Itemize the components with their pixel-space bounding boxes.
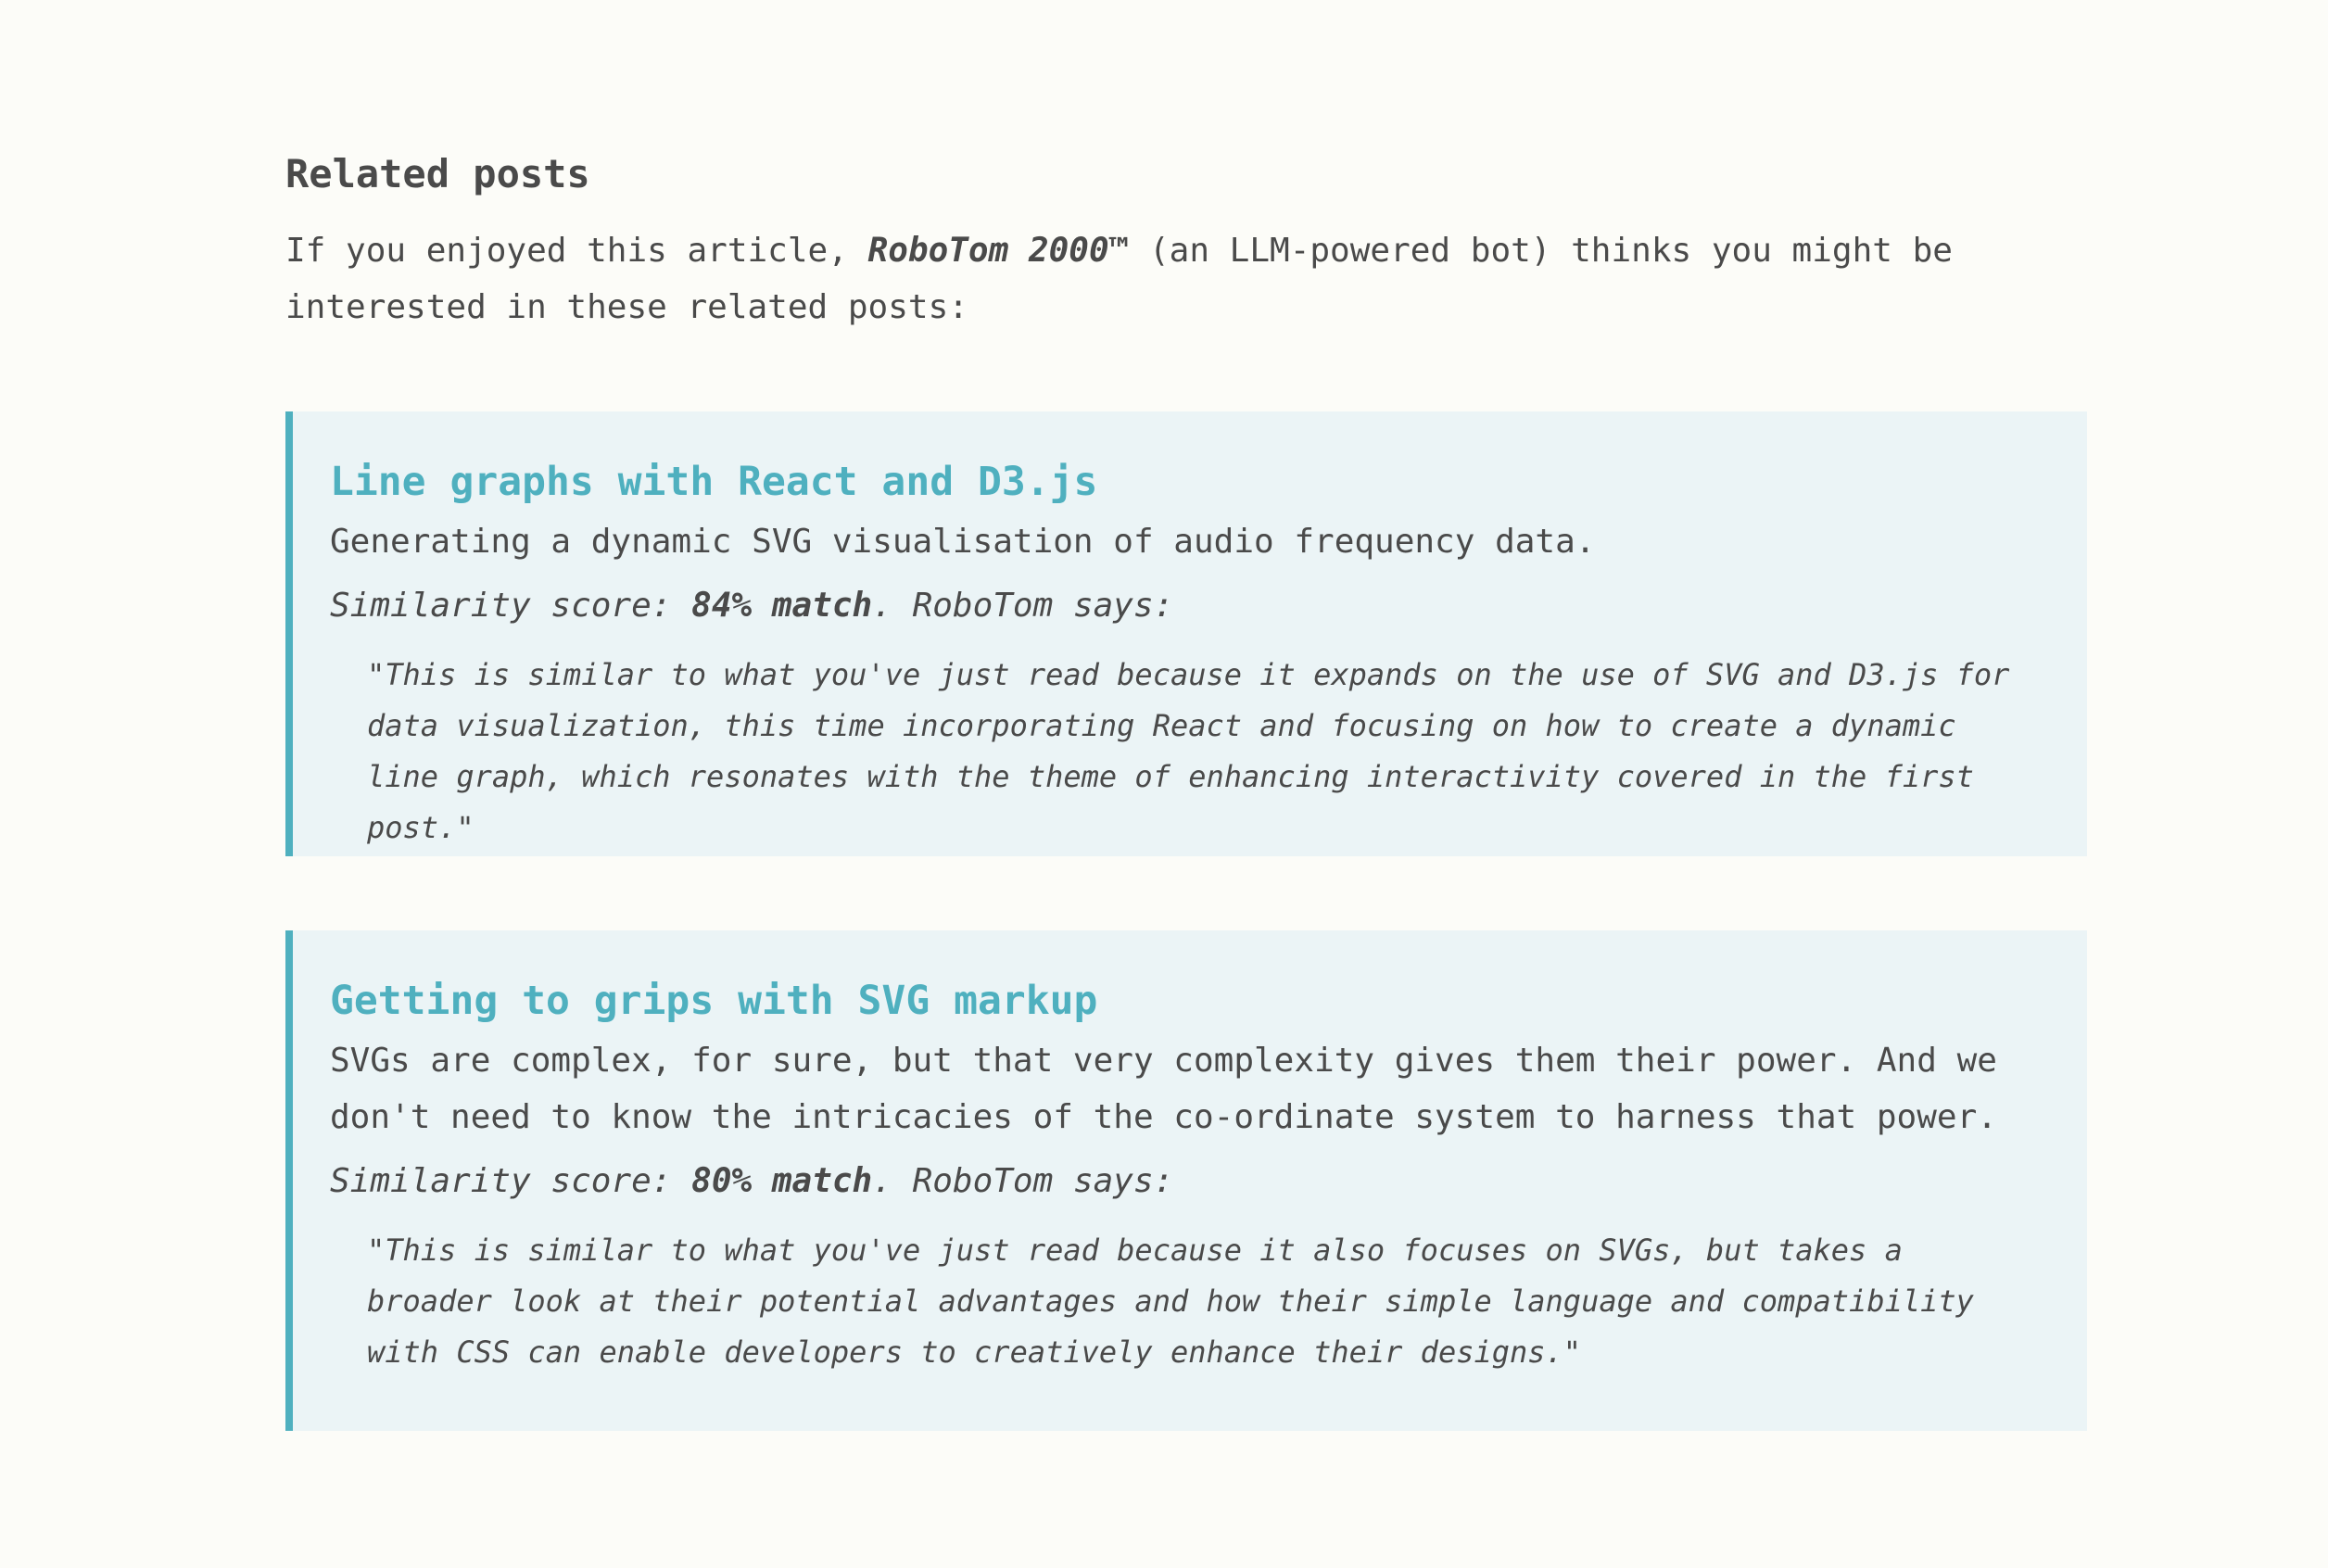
similarity-score: 80% match bbox=[691, 1162, 873, 1200]
robotom-says-label: . RoboTom says: bbox=[872, 587, 1174, 625]
robotom-says-label: . RoboTom says: bbox=[872, 1162, 1174, 1200]
related-post-title-link[interactable]: Line graphs with React and D3.js bbox=[330, 459, 1098, 505]
intro-text-after: (an LLM-powered bot) thinks you might be interested in these related posts: bbox=[285, 232, 1953, 326]
intro-text-before: If you enjoyed this article, bbox=[285, 232, 868, 270]
similarity-label: Similarity score: bbox=[330, 1162, 692, 1200]
related-post-description: Generating a dynamic SVG visualisation of audio frequency data. bbox=[330, 523, 1596, 561]
related-post-title-link[interactable]: Getting to grips with SVG markup bbox=[330, 978, 1098, 1024]
similarity-label: Similarity score: bbox=[330, 587, 692, 625]
similarity-line bbox=[330, 583, 2013, 629]
robotom-quote: "This is similar to what you've just read because it also focuses on SVGs, but takes a broader look at their potential advantages and how their simple language and compatibility with CSS can enable developers to creatively enhance their designs." bbox=[367, 1233, 1974, 1370]
related-posts-section bbox=[285, 145, 2087, 1370]
bot-name: RoboTom 2000™ bbox=[867, 232, 1130, 270]
robotom-quote: "This is similar to what you've just read because it expands on the use of SVG and D3.js for data visualization, this time incorporating React and focusing on how to create a dynamic line graph, which resonates with the theme of enhancing interactivity covered in the first post." bbox=[367, 657, 2010, 845]
related-post-description: SVGs are complex, for sure, but that very complexity gives them their power. And we don't need to know the intricacies of the co-ordinate system to harness that power. bbox=[330, 1042, 1997, 1136]
similarity-line bbox=[330, 1158, 2013, 1205]
related-post-card bbox=[285, 930, 2087, 1431]
intro-paragraph bbox=[285, 222, 1954, 335]
section-title: Related posts bbox=[285, 151, 590, 196]
related-post-card bbox=[285, 411, 2087, 856]
similarity-score: 84% match bbox=[691, 587, 873, 625]
